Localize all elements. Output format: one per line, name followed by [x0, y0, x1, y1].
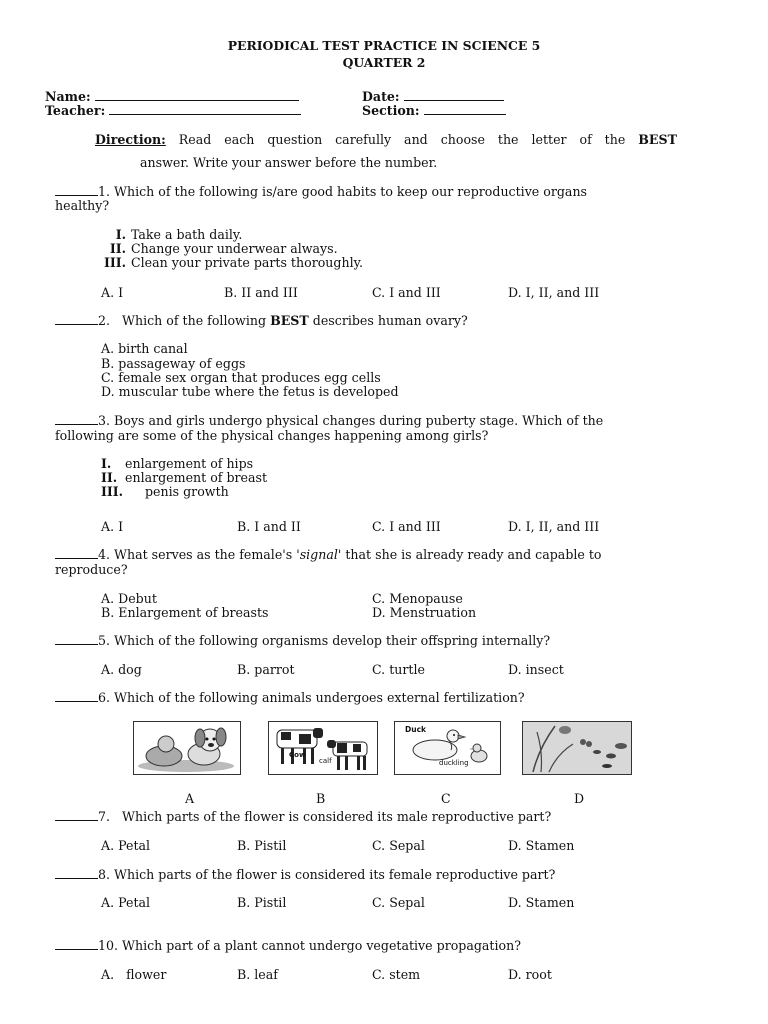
question-2: 2. Which of the following BEST describes human ovary? [55, 313, 468, 328]
q2-choice-d[interactable]: D. muscular tube where the fetus is developed [101, 384, 399, 399]
cow-image[interactable] [268, 721, 378, 775]
duck-image[interactable] [394, 721, 501, 775]
q3-choice-c[interactable]: C. I and III [372, 519, 441, 534]
q1-choice-c[interactable]: C. I and III [372, 285, 441, 300]
question-8: 8. Which parts of the flower is considered its female reproductive part? [55, 867, 555, 882]
name-label: Name: [45, 89, 91, 104]
image-label-d[interactable]: D [574, 791, 585, 806]
q7-choice-c[interactable]: C. Sepal [372, 838, 425, 853]
q3-item-1: I. enlargement of hips [101, 456, 254, 471]
q8-choice-c[interactable]: C. Sepal [372, 895, 425, 910]
q5-choice-b[interactable]: B. parrot [237, 662, 295, 677]
q1-choice-d[interactable]: D. I, II, and III [508, 285, 600, 300]
cow-caption: Cow [289, 751, 306, 759]
q1-item-3: III. Clean your private parts thoroughly. [103, 255, 364, 270]
q8-choice-d[interactable]: D. Stamen [508, 895, 575, 910]
question-6: 6. Which of the following animals undergoes external fertilization? [55, 690, 525, 705]
q1-item-2: II. Change your underwear always. [109, 241, 338, 256]
quarter-label: QUARTER 2 [342, 55, 426, 70]
q1-choice-a[interactable]: A. I [101, 285, 124, 300]
dogs-illustration [134, 722, 240, 774]
dogs-image[interactable] [133, 721, 241, 775]
question-3-line-2: following are some of the physical changes happening among girls? [55, 428, 489, 443]
duckling-caption: duckling [439, 759, 469, 767]
teacher-blank[interactable] [109, 103, 301, 115]
question-10: 10. Which part of a plant cannot undergo vegetative propagation? [55, 938, 521, 953]
q5-choice-d[interactable]: D. insect [508, 662, 564, 677]
q3-item-2: II. enlargement of breast [101, 470, 268, 485]
q1-choice-b[interactable]: B. II and III [224, 285, 298, 300]
q3-item-3: III. penis growth [101, 484, 229, 499]
frog-pond-illustration [523, 722, 631, 774]
section-blank[interactable] [424, 103, 506, 115]
answer-blank-6[interactable] [55, 690, 98, 702]
section-label: Section: [362, 103, 420, 118]
date-blank[interactable] [404, 89, 504, 101]
date-field[interactable] [362, 89, 504, 104]
q7-choice-d[interactable]: D. Stamen [508, 838, 575, 853]
direction-label: Direction: [95, 132, 166, 147]
direction-line-2: answer. Write your answer before the number. [140, 155, 438, 170]
q4-choice-d[interactable]: D. Menstruation [372, 605, 477, 620]
teacher-field[interactable] [45, 103, 301, 118]
q5-choice-c[interactable]: C. turtle [372, 662, 425, 677]
q5-choice-a[interactable]: A. dog [101, 662, 142, 677]
q2-choice-c[interactable]: C. female sex organ that produces egg cells [101, 370, 381, 385]
question-1-line-2: healthy? [55, 198, 110, 213]
q10-choice-c[interactable]: C. stem [372, 967, 421, 982]
q2-choice-b[interactable]: B. passageway of eggs [101, 356, 246, 371]
name-field[interactable] [45, 89, 299, 104]
q4-choice-b[interactable]: B. Enlargement of breasts [101, 605, 269, 620]
section-field[interactable] [362, 103, 506, 118]
q8-choice-a[interactable]: A. Petal [101, 895, 151, 910]
date-label: Date: [362, 89, 400, 104]
q10-choice-b[interactable]: B. leaf [237, 967, 278, 982]
answer-blank-3[interactable] [55, 413, 98, 425]
q4-choice-c[interactable]: C. Menopause [372, 591, 463, 606]
q3-choice-a[interactable]: A. I [101, 519, 124, 534]
q4-choice-a[interactable]: A. Debut [101, 591, 157, 606]
q3-choice-d[interactable]: D. I, II, and III [508, 519, 600, 534]
q8-choice-b[interactable]: B. Pistil [237, 895, 287, 910]
cow-illustration [269, 722, 377, 774]
image-label-b[interactable]: B [316, 791, 326, 806]
answer-blank-7[interactable] [55, 809, 98, 821]
answer-blank-1[interactable] [55, 184, 98, 196]
page-title: PERIODICAL TEST PRACTICE IN SCIENCE 5 [227, 38, 541, 53]
name-blank[interactable] [95, 89, 299, 101]
question-7: 7. Which parts of the flower is considered its male reproductive part? [55, 809, 551, 824]
duck-caption: Duck [405, 725, 426, 734]
teacher-label: Teacher: [45, 103, 106, 118]
question-3: 3. Boys and girls undergo physical changes during puberty stage. Which of the [55, 413, 603, 428]
question-4-line-2: reproduce? [55, 562, 128, 577]
image-label-a[interactable]: A [185, 791, 195, 806]
answer-blank-2[interactable] [55, 313, 98, 325]
answer-blank-10[interactable] [55, 938, 98, 950]
direction-line-1: Direction: Read each question carefully and choose the letter of the BEST [95, 132, 677, 147]
calf-caption: calf [319, 757, 332, 765]
question-4: 4. What serves as the female's 'signal' that she is already ready and capable to [55, 547, 602, 562]
image-label-c[interactable]: C [441, 791, 451, 806]
q7-choice-b[interactable]: B. Pistil [237, 838, 287, 853]
frog-pond-image[interactable] [522, 721, 632, 775]
q10-choice-a[interactable]: A. flower [101, 967, 167, 982]
answer-blank-8[interactable] [55, 867, 98, 879]
question-1: 1. Which of the following is/are good habits to keep our reproductive organs [55, 184, 587, 199]
q2-choice-a[interactable]: A. birth canal [101, 341, 188, 356]
answer-blank-4[interactable] [55, 547, 98, 559]
q10-choice-d[interactable]: D. root [508, 967, 552, 982]
question-5: 5. Which of the following organisms develop their offspring internally? [55, 633, 550, 648]
q3-choice-b[interactable]: B. I and II [237, 519, 301, 534]
q7-choice-a[interactable]: A. Petal [101, 838, 151, 853]
answer-blank-5[interactable] [55, 633, 98, 645]
q1-item-1: I. Take a bath daily. [115, 227, 243, 242]
